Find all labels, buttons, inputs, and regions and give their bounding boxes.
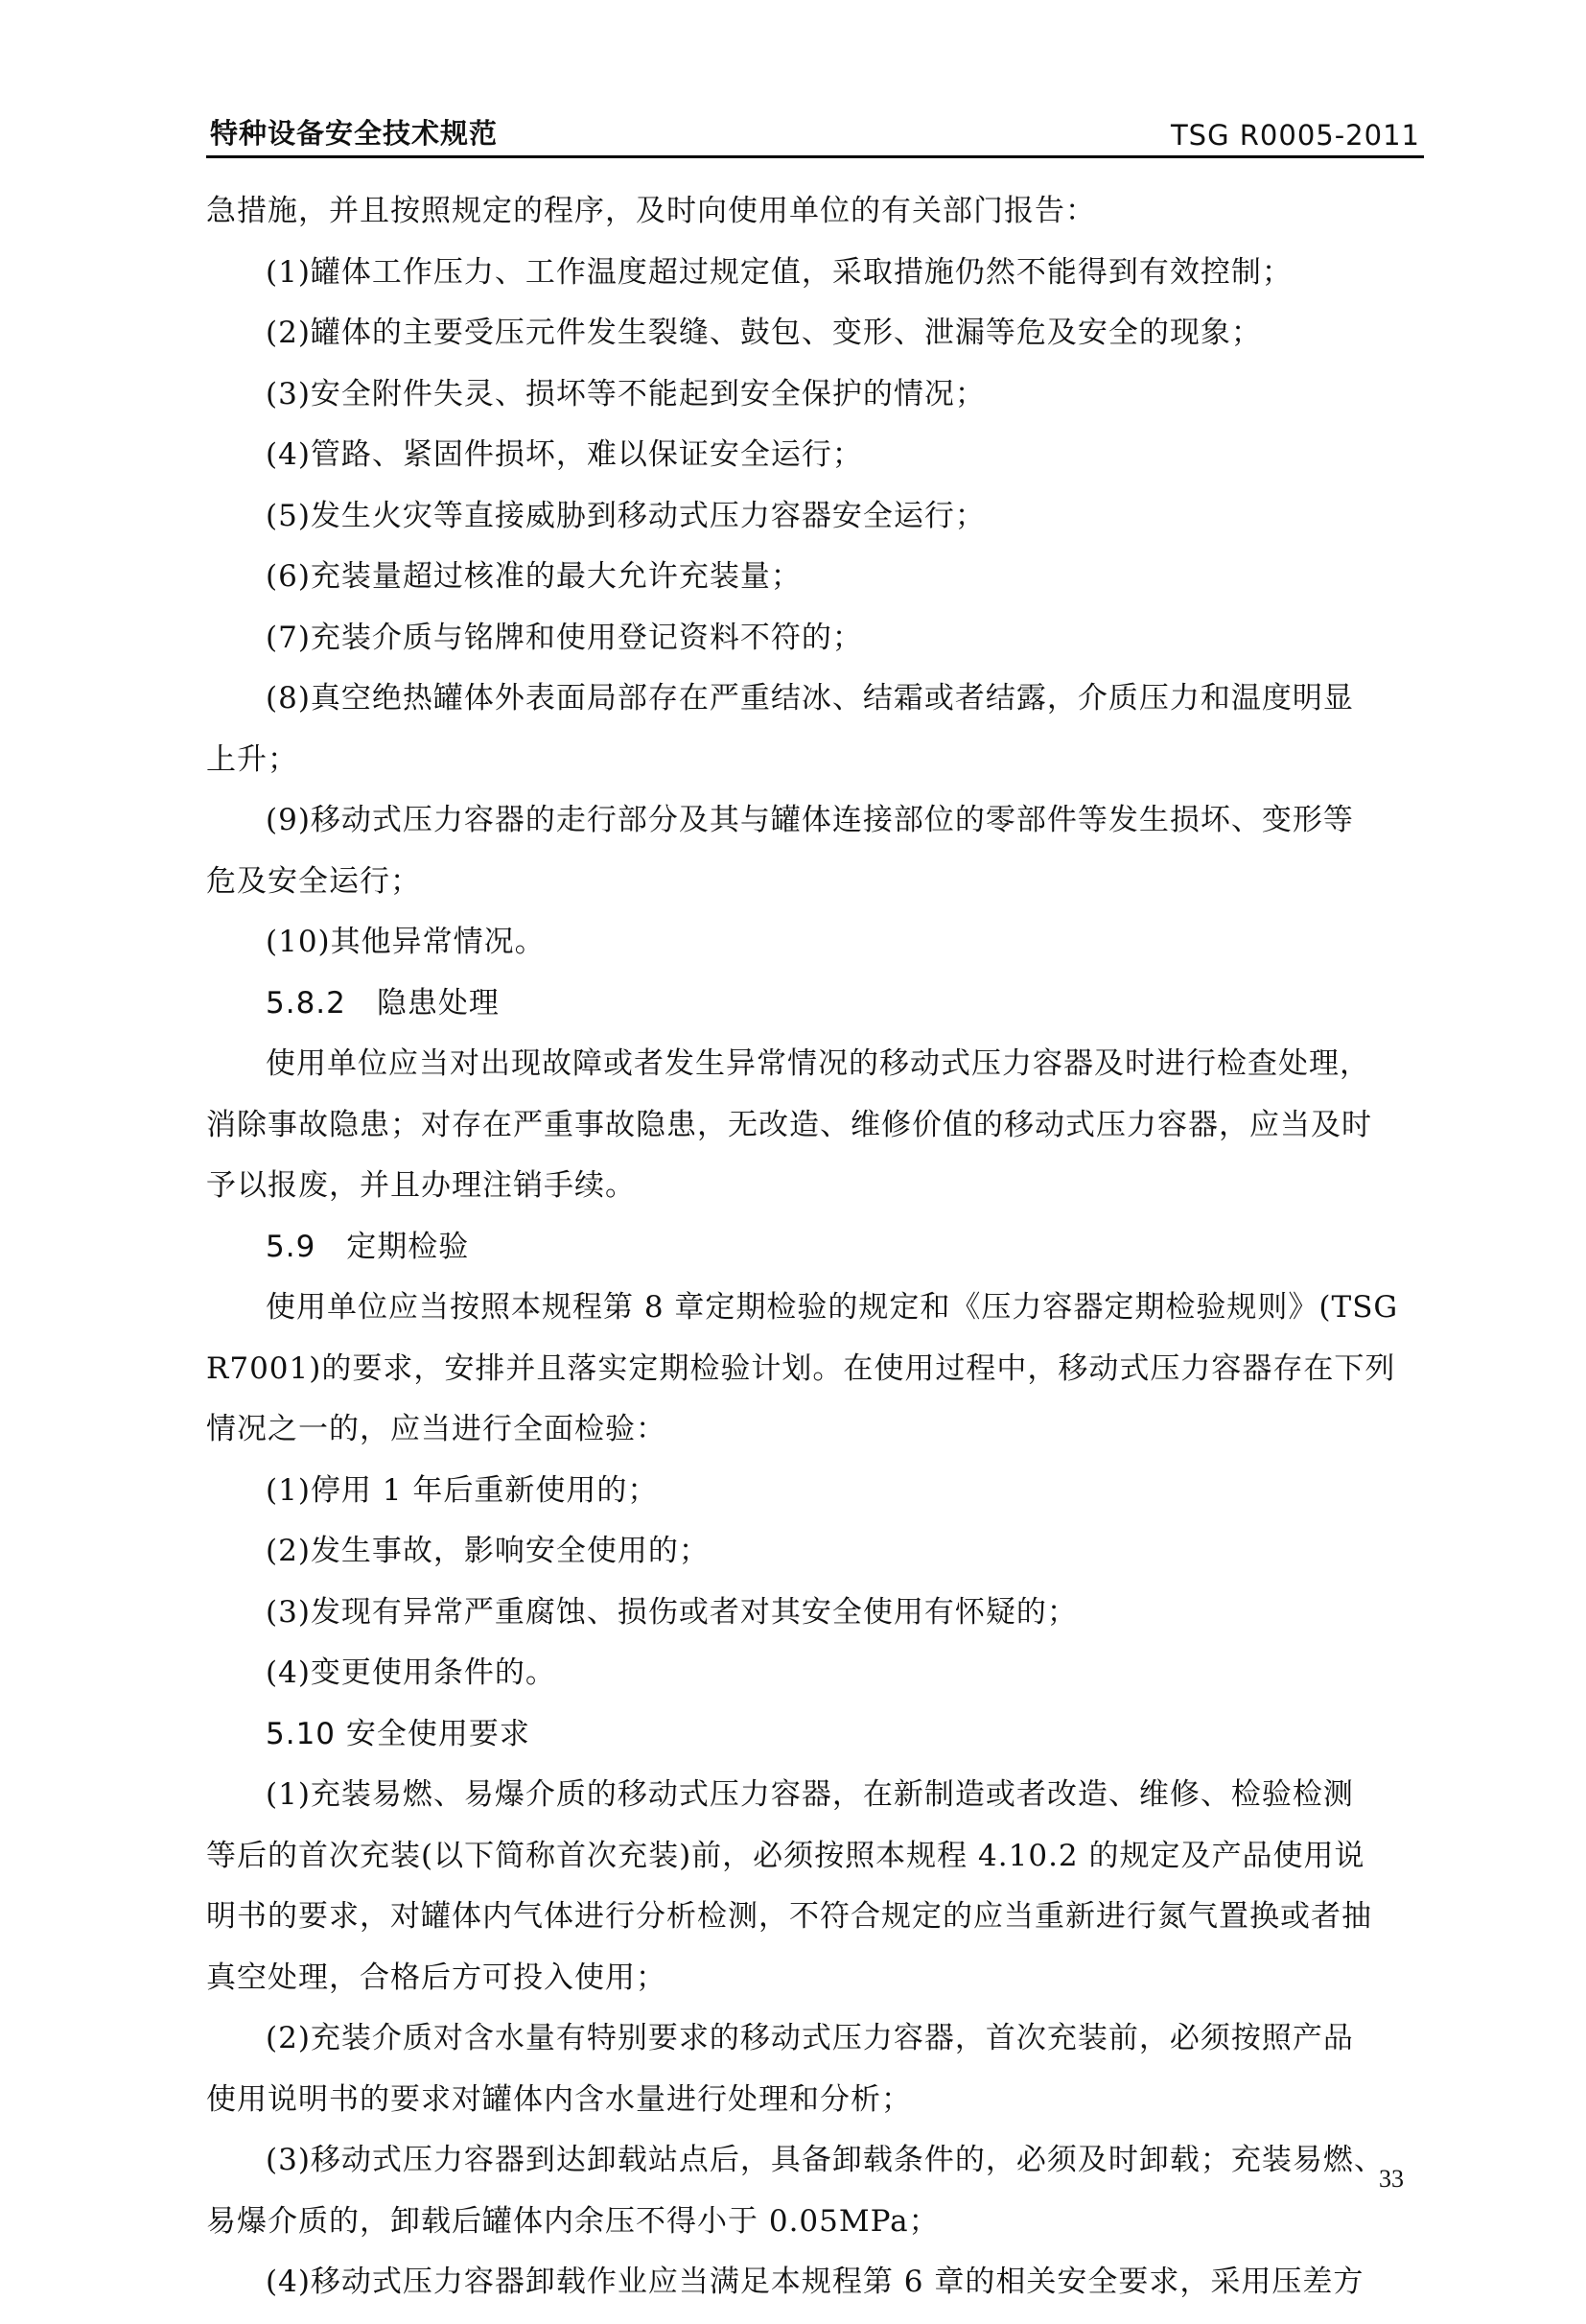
section-heading: 5.10 安全使用要求 <box>266 1716 530 1751</box>
text-line: 危及安全运行； <box>206 863 421 899</box>
text-line: (8)真空绝热罐体外表面局部存在严重结冰、结霜或者结露，介质压力和温度明显 <box>266 681 1354 716</box>
text-line: 易爆介质的，卸载后罐体内余压不得小于 0.05MPa； <box>206 2203 940 2239</box>
text-line: (4)移动式压力容器卸载作业应当满足本规程第 6 章的相关安全要求，采用压差方 <box>266 2265 1364 2299</box>
text-line: 真空处理，合格后方可投入使用； <box>206 1960 666 1995</box>
text-line: (6)充装量超过核准的最大允许充装量； <box>266 559 802 594</box>
text-line: (2)罐体的主要受压元件发生裂缝、鼓包、变形、泄漏等危及安全的现象； <box>266 316 1262 350</box>
header-title: 特种设备安全技术规范 <box>210 117 499 150</box>
text-line: (3)移动式压力容器到达卸载站点后，具备卸载条件的，必须及时卸载；充装易燃、 <box>266 2143 1385 2177</box>
text-line: (1)充装易燃、易爆介质的移动式压力容器，在新制造或者改造、维修、检验检测 <box>266 1777 1354 1812</box>
text-line: 急措施，并且按照规定的程序，及时向使用单位的有关部门报告： <box>206 194 1096 228</box>
header-code: TSG R0005-2011 <box>1170 119 1420 152</box>
text-line: 使用说明书的要求对罐体内含水量进行处理和分析； <box>206 2081 912 2117</box>
text-line: 使用单位应当按照本规程第 8 章定期检验的规定和《压力容器定期检验规则》(TSG <box>266 1290 1399 1325</box>
section-heading: 5.8.2 隐患处理 <box>266 985 500 1021</box>
text-line: (1)罐体工作压力、工作温度超过规定值，采取措施仍然不能得到有效控制； <box>266 254 1293 290</box>
page-header <box>206 113 1424 158</box>
text-line: (2)充装介质对含水量有特别要求的移动式压力容器，首次充装前，必须按照产品 <box>266 2021 1354 2055</box>
text-line: 消除事故隐患；对存在严重事故隐患，无改造、维修价值的移动式压力容器，应当及时 <box>206 1107 1372 1142</box>
text-line: 上升； <box>206 741 298 777</box>
text-line: 等后的首次充装(以下简称首次充装)前，必须按照本规程 4.10.2 的规定及产品使用说 <box>206 1838 1365 1873</box>
text-line: R7001)的要求，安排并且落实定期检验计划。在使用过程中，移动式压力容器存在下列 <box>206 1350 1396 1386</box>
text-line: (5)发生火灾等直接威胁到移动式压力容器安全运行； <box>266 498 986 533</box>
text-line: (2)发生事故，影响安全使用的； <box>266 1534 710 1568</box>
text-line: (3)发现有异常严重腐蚀、损伤或者对其安全使用有怀疑的； <box>266 1594 1078 1630</box>
page-number: 33 <box>1379 2165 1404 2193</box>
document-body <box>206 192 1424 2324</box>
text-line: (4)管路、紧固件损坏，难以保证安全运行； <box>266 437 863 472</box>
section-heading: 5.9 定期检验 <box>266 1229 470 1264</box>
text-line: (9)移动式压力容器的走行部分及其与罐体连接部位的零部件等发生损坏、变形等 <box>266 803 1354 837</box>
text-line: 使用单位应当对出现故障或者发生异常情况的移动式压力容器及时进行检查处理， <box>266 1046 1370 1081</box>
text-line: (10)其他异常情况。 <box>266 925 546 959</box>
text-line: (7)充装介质与铭牌和使用登记资料不符的； <box>266 620 863 655</box>
text-line: 予以报废，并且办理注销手续。 <box>206 1168 636 1203</box>
text-line: (3)安全附件失灵、损坏等不能起到安全保护的情况； <box>266 376 986 411</box>
text-line: (4)变更使用条件的。 <box>266 1655 556 1690</box>
text-line: 情况之一的，应当进行全面检验： <box>206 1412 666 1446</box>
text-line: 明书的要求，对罐体内气体进行分析检测，不符合规定的应当重新进行氮气置换或者抽 <box>206 1899 1372 1934</box>
text-line: (1)停用 1 年后重新使用的； <box>266 1472 659 1508</box>
